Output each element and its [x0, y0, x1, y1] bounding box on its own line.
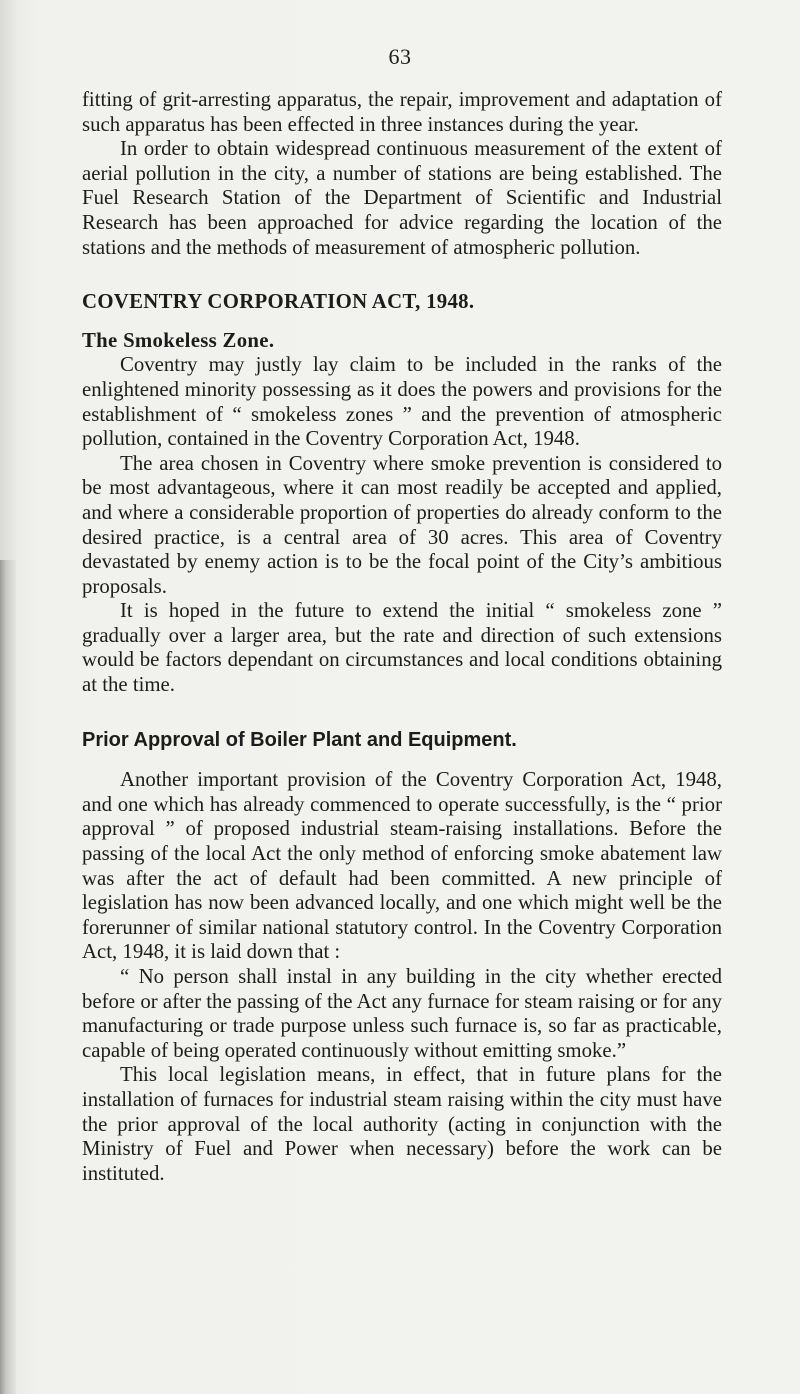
section-heading: COVENTRY CORPORATION ACT, 1948. [82, 290, 475, 314]
page-edge-shadow [0, 560, 16, 1394]
intro-paragraph-1: fitting of grit-arresting apparatus, the repair, improvement and adaptation of such apparatus has been effected in three instances during the year. [82, 88, 722, 136]
intro-paragraph-2: In order to obtain widespread continuous measurement of the extent of aerial pollution in the city, a number of stations are being established. The Fuel Research Station of the Department of Scientific and Industrial Research has been approached for advice regarding the location of the stations and the methods of measurement of atmospheric pollution. [82, 137, 722, 259]
smokeless-zone-heading: The Smokeless Zone. [82, 328, 275, 352]
prior-approval-paragraph-3: This local legislation means, in effect, that in future plans for the installation of furnaces for industrial steam raising within the city must have the prior approval of the local authority (acting in conjunction with the Ministry of Fuel and Power when necessary) before the work can be instituted. [82, 1063, 722, 1185]
prior-approval-quote: “ No person shall instal in any building in the city whether erected before or after the passing of the Act any furnace for steam raising or for any manufacturing or trade purpose unless such furnace is, so far as practicable, capable of being operated continuously without emitting smoke.” [82, 965, 722, 1062]
page-number: 63 [388, 44, 412, 69]
smokeless-zone-paragraph-3: It is hoped in the future to extend the initial “ smokeless zone ” gradually over a larger area, but the rate and direction of such extensions would be factors dependant on circumstances and local conditions obtaining at the time. [82, 599, 722, 697]
smokeless-zone-paragraph-2: The area chosen in Coventry where smoke prevention is considered to be most advantageous, where it can most readily be accepted and applied, and where a considerable proportion of properties do already conform to the desired practice, is a central area of 30 acres. This area of Coventry devastated by enemy action is to be the focal point of the City’s ambitious proposals. [82, 451, 722, 598]
body-text [82, 88, 722, 1186]
smokeless-zone-paragraph-1: Coventry may justly lay claim to be included in the ranks of the enlightened minority possessing as it does the powers and provisions for the establishment of “ smokeless zones ” and the prevention of atmospheric pollution, contained in the Coventry Corporation Act, 1948. [82, 353, 722, 451]
prior-approval-heading: Prior Approval of Boiler Plant and Equipment. [82, 728, 517, 751]
prior-approval-paragraph-1: Another important provision of the Coventry Corporation Act, 1948, and one which has already commenced to operate successfully, is the “ prior approval ” of proposed industrial steam-raising installations. Before the passing of the local Act the only method of enforcing smoke abatement law was after the act of default had been committed. A new principle of legislation has now been advanced locally, and one which might well be the forerunner of similar national statutory control. In the Coventry Corporation Act, 1948, it is laid down that : [82, 768, 722, 964]
